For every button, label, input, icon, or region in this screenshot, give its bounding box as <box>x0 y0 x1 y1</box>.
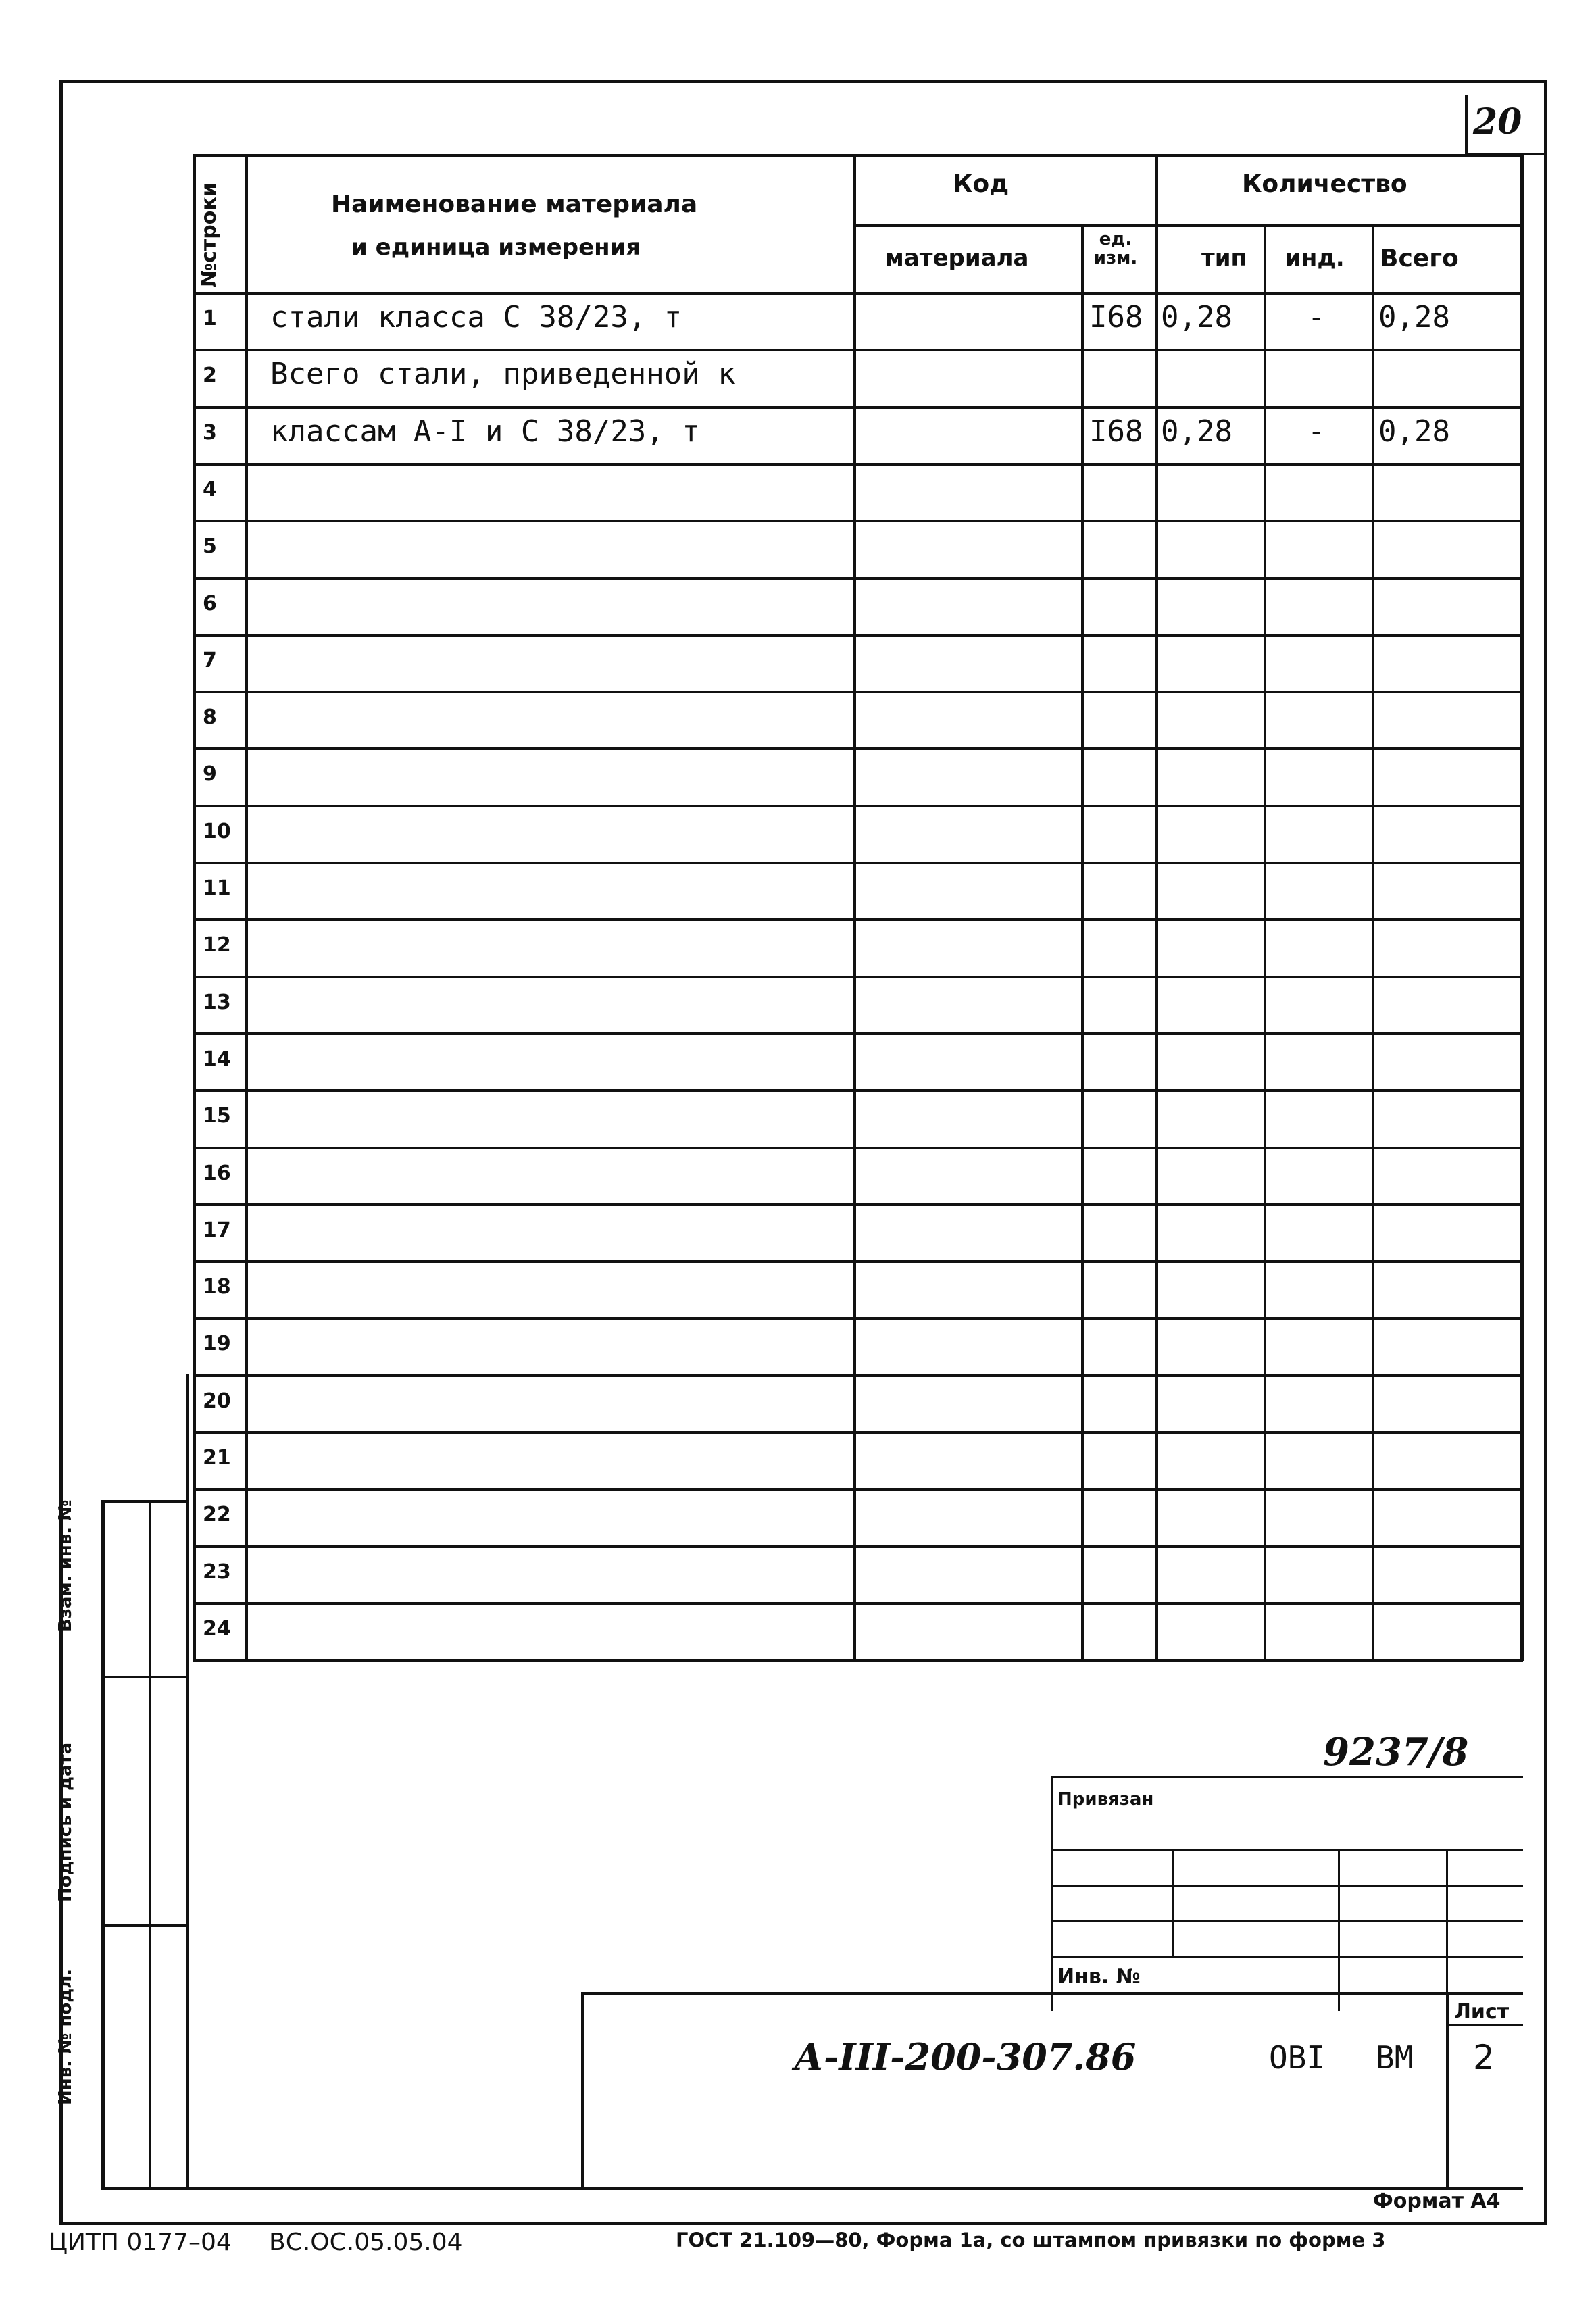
row-unit: I68 <box>1089 414 1143 449</box>
stamp-h2 <box>1051 1885 1523 1887</box>
header-code: Код <box>953 170 1009 198</box>
row-ind: - <box>1307 300 1326 334</box>
row-name: классам А-I и С 38/23, т <box>270 414 700 449</box>
table-row-line <box>193 747 1523 750</box>
column-divider <box>1264 224 1266 1661</box>
table-row-line <box>193 577 1523 580</box>
table-row-line <box>193 1374 1523 1377</box>
stamp-sheet-label: Лист <box>1454 2000 1510 2024</box>
side-strip-inner <box>149 1500 151 2188</box>
row-number: 7 <box>203 649 217 672</box>
side-strip-left <box>101 1500 105 2189</box>
table-top-border <box>193 154 1523 157</box>
table-row-line <box>193 862 1523 864</box>
side-strip-bottom <box>101 2187 1523 2190</box>
row-number: 14 <box>203 1047 231 1071</box>
row-type: 0,28 <box>1161 300 1232 334</box>
row-number: 9 <box>203 762 217 786</box>
header-bottom-line <box>193 292 1523 295</box>
row-number: 16 <box>203 1162 231 1185</box>
stamp-v1 <box>1172 1849 1174 1957</box>
side-strip-div1 <box>101 1676 186 1678</box>
column-divider <box>1372 224 1374 1661</box>
column-divider <box>1520 154 1524 1661</box>
table-row-line <box>193 1147 1523 1149</box>
table-row-line <box>193 805 1523 807</box>
table-row-line <box>193 1317 1523 1320</box>
header-type: тип <box>1201 245 1247 272</box>
footer-format: Формат А4 <box>1373 2189 1501 2213</box>
row-number: 20 <box>203 1389 231 1413</box>
row-type: 0,28 <box>1161 414 1232 449</box>
row-number: 13 <box>203 991 231 1014</box>
stamp-left <box>1051 1776 1053 2011</box>
column-divider <box>1155 224 1158 1661</box>
row-number: 1 <box>203 307 217 330</box>
table-row-line <box>193 1488 1523 1491</box>
stamp-top <box>1051 1776 1523 1778</box>
row-number: 6 <box>203 592 217 616</box>
header-individual: инд. <box>1285 245 1345 272</box>
header-name-line1: Наименование материала <box>331 191 698 218</box>
table-row-line <box>193 406 1523 409</box>
stamp-doc-code: ВМ <box>1376 2039 1414 2076</box>
sheet-corner-number: 20 <box>1473 101 1522 143</box>
row-number: 5 <box>203 534 217 558</box>
table-row-line <box>193 520 1523 522</box>
side-label-sign: Подпись и дата <box>55 1742 76 1902</box>
column-divider <box>193 154 196 1661</box>
table-row-line <box>193 1431 1523 1434</box>
column-divider <box>1081 224 1084 1661</box>
side-label-zam: Взам. инв. № <box>55 1499 76 1632</box>
row-number: 11 <box>203 876 231 900</box>
table-row-line <box>193 1545 1523 1548</box>
table-row-line <box>193 1602 1523 1605</box>
table-row-line <box>193 918 1523 921</box>
column-divider <box>853 154 856 1661</box>
table-row-line <box>193 634 1523 637</box>
header-quantity: Количество <box>1242 170 1407 198</box>
stamp-inv-no: Инв. № <box>1057 1965 1141 1989</box>
table-row-line <box>193 463 1523 466</box>
row-number: 12 <box>203 933 231 957</box>
row-ind: - <box>1307 414 1326 449</box>
header-name-line2: и единица измерения <box>351 234 641 261</box>
sheet-label-line <box>1446 2024 1523 2026</box>
row-number: 23 <box>203 1560 231 1584</box>
row-number: 22 <box>203 1503 231 1526</box>
side-strip-div2 <box>101 1924 186 1927</box>
stamp-handwritten-number: 9237/8 <box>1323 1730 1469 1774</box>
row-number: 8 <box>203 705 217 729</box>
row-number: 2 <box>203 364 217 387</box>
row-number: 24 <box>203 1617 231 1641</box>
title-block-top <box>581 1992 1523 1995</box>
row-name: стали класса С 38/23, т <box>270 300 682 334</box>
row-total: 0,28 <box>1378 300 1450 334</box>
table-row-line <box>193 1089 1523 1092</box>
row-name: Всего стали, приведенной к <box>270 357 736 391</box>
row-number: 15 <box>203 1104 231 1128</box>
header-row-no: №строки <box>197 182 221 287</box>
footer-left-code: ЦИТП 0177–04 <box>49 2229 232 2256</box>
title-block-left <box>581 1992 584 2189</box>
side-label-inv: Инв. № подл. <box>55 1968 76 2105</box>
row-number: 18 <box>203 1275 231 1299</box>
footer-gost: ГОСТ 21.109—80, Форма 1а, со штампом привязки по форме 3 <box>676 2229 1386 2251</box>
footer-mid-code: ВС.ОС.05.05.04 <box>269 2229 463 2256</box>
stamp-designation: А-III-200-307.86 <box>794 2035 1137 2078</box>
stamp-h3 <box>1051 1920 1523 1922</box>
row-number: 21 <box>203 1446 231 1470</box>
row-number: 19 <box>203 1332 231 1355</box>
row-unit: I68 <box>1089 300 1143 334</box>
header-total: Всего <box>1380 245 1459 272</box>
table-row-line <box>193 1659 1523 1662</box>
stamp-privyazan: Привязан <box>1057 1789 1154 1810</box>
row-number: 3 <box>203 421 217 445</box>
row-total: 0,28 <box>1378 414 1450 449</box>
table-row-line <box>193 349 1523 351</box>
row-number: 4 <box>203 478 217 501</box>
table-row-line <box>193 1260 1523 1263</box>
sheet-cell-left <box>1446 1992 1449 2189</box>
table-row-line <box>193 1032 1523 1035</box>
stamp-h4 <box>1051 1956 1523 1958</box>
stamp-sheet-code: OBI <box>1269 2039 1326 2076</box>
header-unit: ед. изм. <box>1093 229 1138 268</box>
header-mid-line <box>853 224 1523 227</box>
side-strip-right <box>186 1500 189 2189</box>
table-row-line <box>193 691 1523 693</box>
stamp-v2 <box>1338 1849 1340 2011</box>
stamp-h1 <box>1051 1849 1523 1851</box>
row-number: 10 <box>203 820 231 843</box>
code-qty-divider <box>1155 154 1158 224</box>
column-divider <box>245 154 248 1661</box>
table-row-line <box>193 1203 1523 1206</box>
table-row-line <box>193 976 1523 978</box>
side-strip-top <box>101 1500 186 1503</box>
stamp-sheet-number: 2 <box>1473 2038 1495 2077</box>
stamp-v3 <box>1446 1849 1448 2011</box>
row-number: 17 <box>203 1218 231 1242</box>
header-material: материала <box>885 245 1029 272</box>
